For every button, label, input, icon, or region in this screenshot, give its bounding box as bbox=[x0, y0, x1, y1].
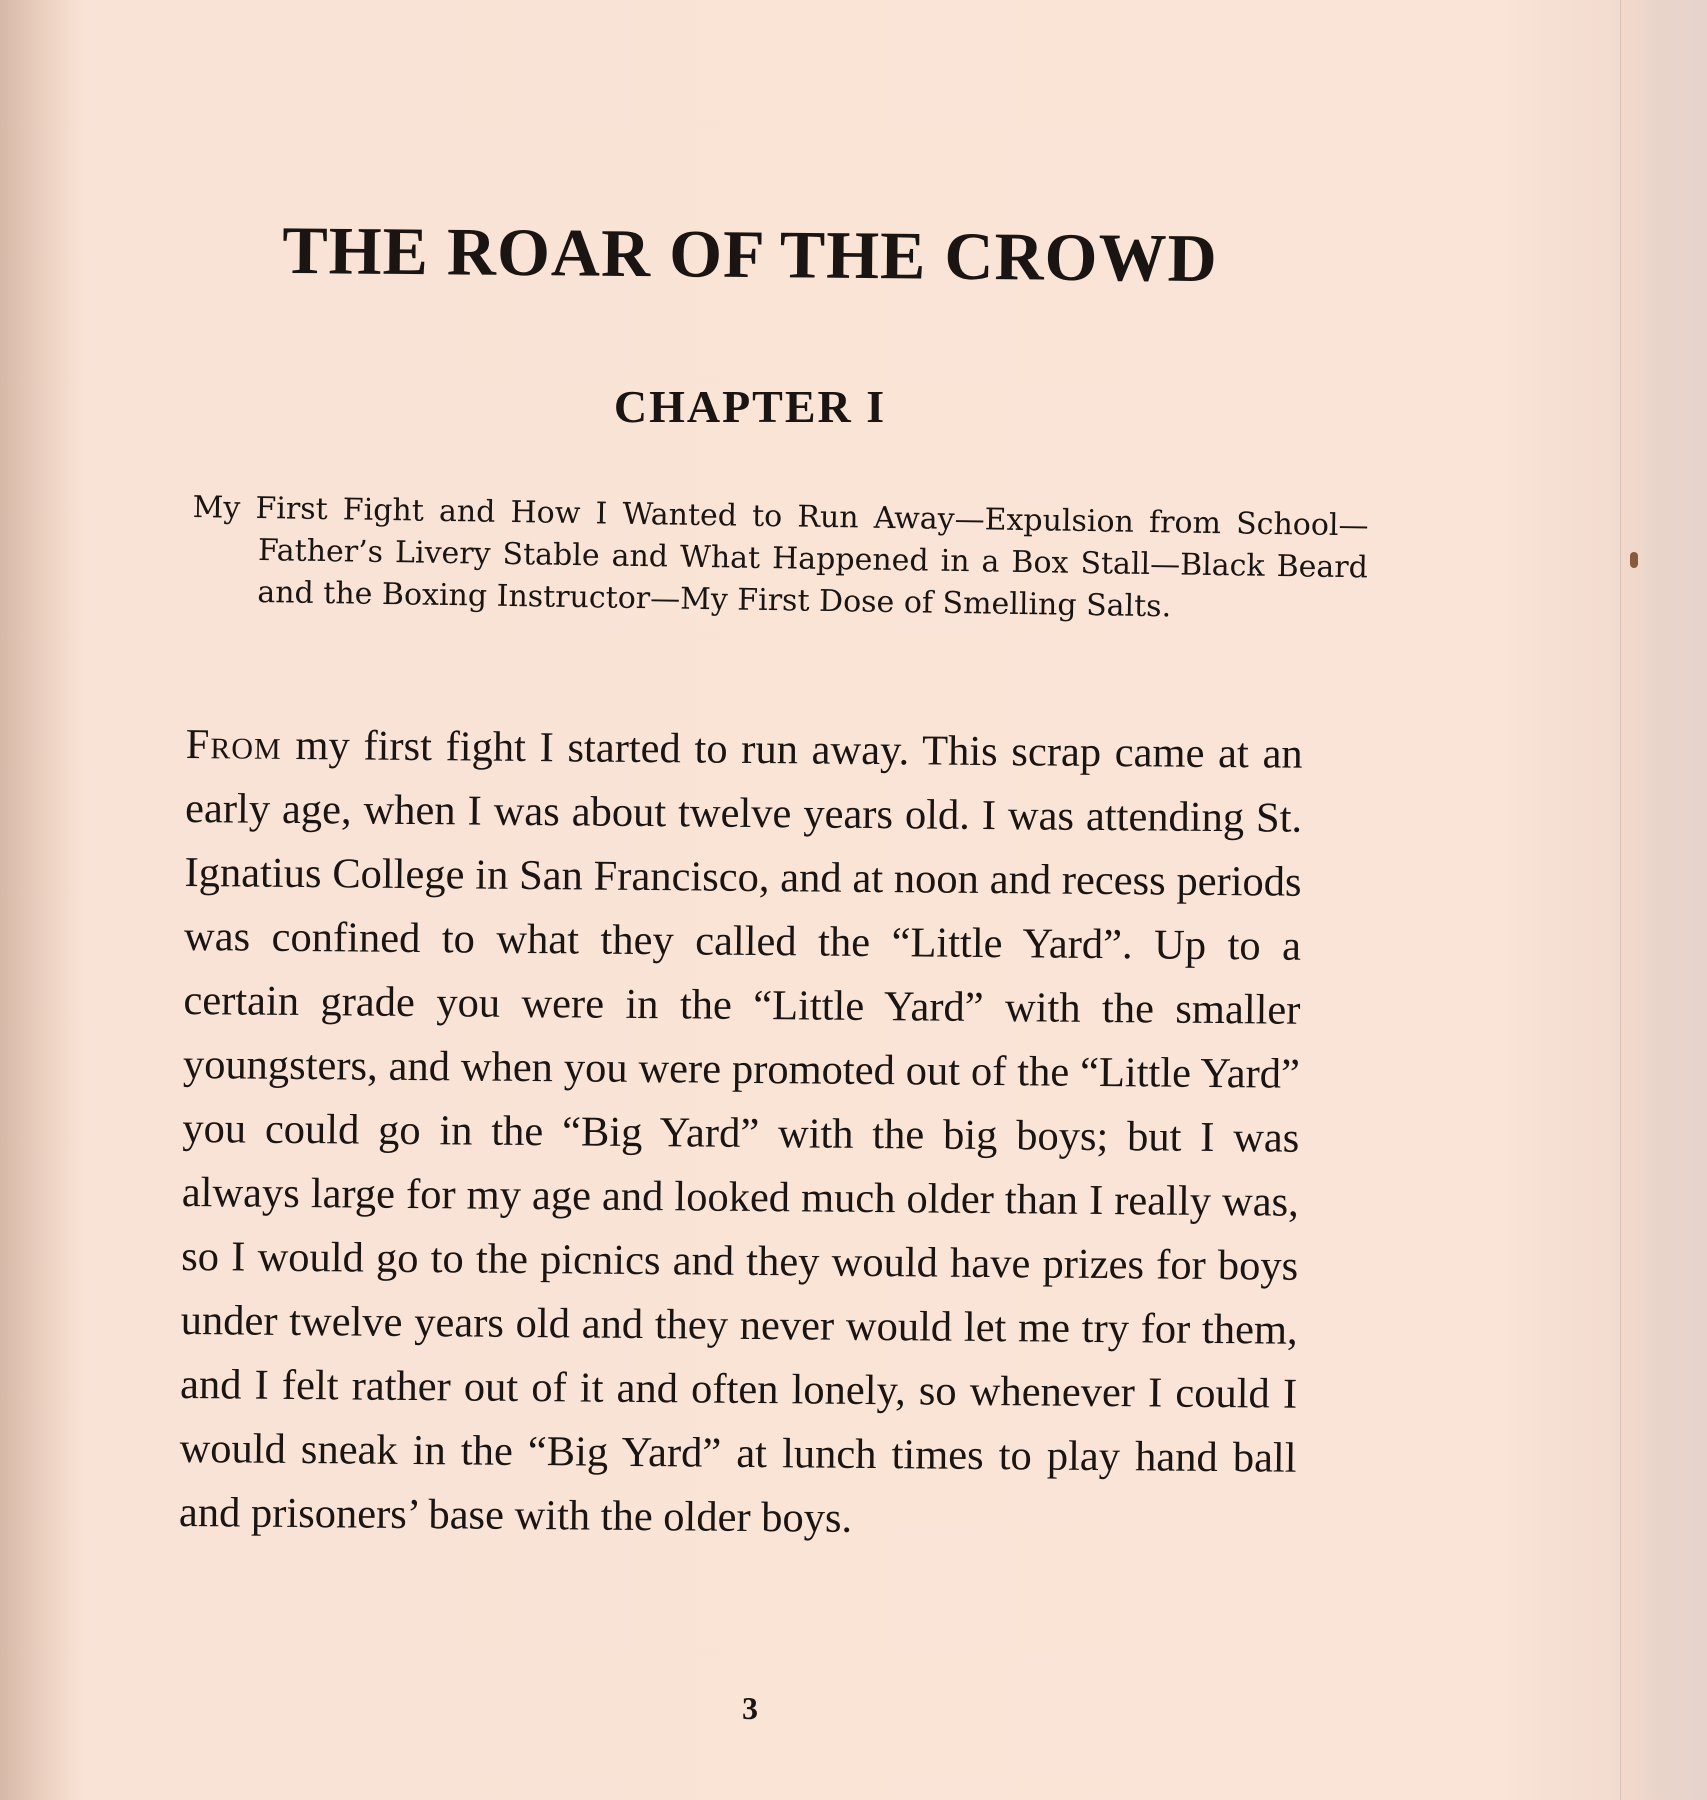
gutter-shadow bbox=[0, 0, 80, 1800]
chapter-synopsis: My First Fight and How I Wanted to Run Away—Expulsion from School—Father’s Livery Stable and What Happened in a Box Stall—Black Beard and the Boxing Instructor—My First Dose of Smelling Salts. bbox=[192, 489, 1369, 625]
body-paragraph bbox=[179, 713, 1303, 1555]
body-lead-word: From bbox=[185, 720, 282, 769]
page-edge-mark bbox=[1630, 552, 1638, 568]
book-title: THE ROAR OF THE CROWD bbox=[282, 211, 1218, 297]
page-number: 3 bbox=[742, 1690, 758, 1726]
body-text: my first fight I started to run away. This scrap came at an early age, when I was about twelve years old. I was attending St. Ignatius College in San Francisco, and at noon and recess periods was confined to what they called the “Little Yard”. Up to a certain grade you were in the “Little Yard” with the smaller youngsters, and when you were promoted out of the “Little Yard” you could go in the “Big Yard” with the big boys; but I was always large for my age and looked much older than I really was, so I would go to the picnics and they would have prizes for boys under twelve years old and they never would let me try for them, and I felt rather out of it and often lonely, so whenever I could I would sneak in the “Big Yard” at lunch times to play hand ball and prisoners’ base with the older boys. bbox=[178, 721, 1303, 1542]
chapter-heading: CHAPTER I bbox=[613, 381, 887, 432]
page-edge bbox=[1620, 0, 1707, 1800]
